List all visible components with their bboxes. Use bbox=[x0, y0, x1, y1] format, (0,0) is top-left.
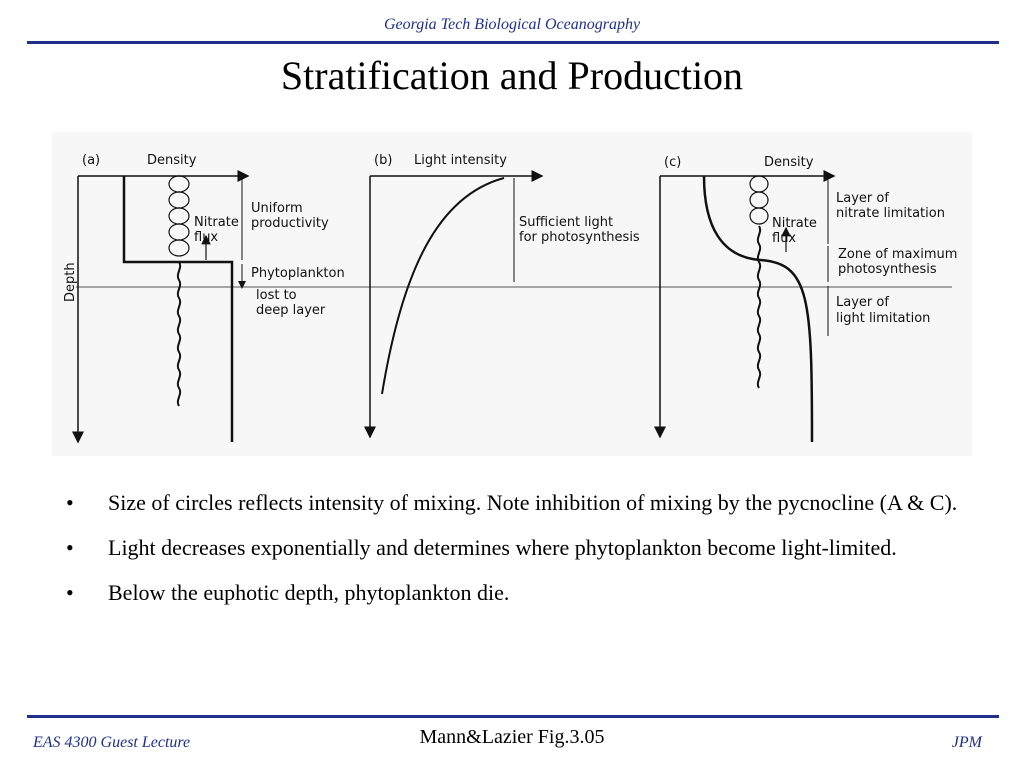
panel-a-depth-label: Depth bbox=[63, 262, 78, 302]
panel-c-layer-light-2: light limitation bbox=[836, 311, 931, 326]
header-title: Georgia Tech Biological Oceanography bbox=[383, 16, 641, 33]
footer-citation: Mann&Lazier Fig.3.05 bbox=[419, 726, 605, 748]
footer-course: EAS 4300 Guest Lecture bbox=[33, 734, 191, 751]
footer-initials: JPM bbox=[951, 734, 982, 751]
panel-a-deep-text: deep layer bbox=[256, 303, 326, 318]
panel-a-density-label: Density bbox=[147, 153, 197, 168]
panel-a-uniform-text: Uniform bbox=[251, 201, 303, 216]
slide-title: Stratification and Production bbox=[280, 53, 744, 98]
panel-c-layer-light-1: Layer of bbox=[836, 295, 889, 310]
footer-rule bbox=[27, 715, 999, 718]
panel-b-photosynthesis-text: for photosynthesis bbox=[519, 230, 640, 245]
panel-b-sufficient-text: Sufficient light bbox=[519, 215, 614, 230]
bullet-item: • Size of circles reflects intensity of mixing. Note inhibition of mixing by the pycnocline (A & C). bbox=[66, 490, 958, 515]
stratification-figure bbox=[52, 132, 972, 456]
panel-c-flux-text: flux bbox=[772, 231, 797, 246]
bullet-list bbox=[66, 484, 966, 619]
panel-a-productivity-text: productivity bbox=[251, 216, 329, 231]
panel-b-label: (b) bbox=[374, 153, 393, 168]
panel-a-phytoplankton-text: Phytoplankton bbox=[251, 266, 345, 281]
panel-a-label: (a) bbox=[82, 153, 101, 168]
panel-a-flux-text: flux bbox=[194, 230, 219, 245]
panel-c-nitrate-text: Nitrate bbox=[772, 216, 817, 231]
header-rule bbox=[27, 41, 999, 44]
panel-c-zone-max-1: Zone of maximum bbox=[838, 247, 958, 262]
panel-c-layer-nitrate-2: nitrate limitation bbox=[836, 206, 945, 221]
panel-b-light-curve bbox=[382, 178, 504, 394]
panel-c-zone-max-2: photosynthesis bbox=[838, 262, 937, 277]
panel-c-layer-nitrate-1: Layer of bbox=[836, 191, 889, 206]
panel-c-label: (c) bbox=[664, 155, 682, 170]
bullet-item: • Below the euphotic depth, phytoplankton die. bbox=[66, 580, 510, 605]
panel-a-mixing-circles bbox=[169, 176, 189, 406]
panel-a-nitrate-text: Nitrate bbox=[194, 215, 239, 230]
panel-c-density-label: Density bbox=[764, 155, 814, 170]
bullet-item: • Light decreases exponentially and determines where phytoplankton become light-limited. bbox=[66, 535, 897, 560]
panel-b-light-label: Light intensity bbox=[414, 153, 507, 168]
panel-c-mixing-circles bbox=[750, 176, 768, 388]
panel-a-lost-text: lost to bbox=[256, 288, 297, 303]
